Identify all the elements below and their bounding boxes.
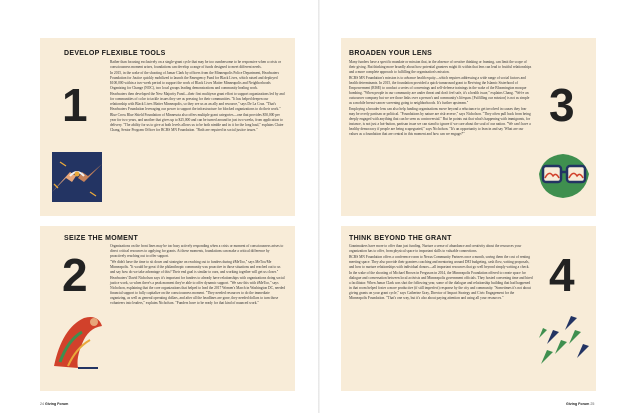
section-body — [110, 60, 286, 134]
section-title: BROADEN YOUR LENS — [349, 50, 433, 57]
paragraph: Headwaters' David Nicholson says it's important for funders to already have relationships with organizations doing social justice work, so when there's a peak moment they're able to offer dynamic support. "We saw this with #MeToo," says Nicholson, explaining that the core organizations that helped to lead the 2017 Women's March in Washington DC, needed financial support to fully capitalize on the consciousness moment. "They needed resources to do the immediate organizing, as well as general operating dollars, and after all the headlines are gone, they needed dollars to turn those volunteers into leaders," explains Nicholson. "Funders have to be ready for that kind of nuanced work." — [110, 276, 286, 305]
section-body — [349, 60, 533, 138]
section-title: SEIZE THE MOMENT — [64, 235, 139, 242]
page-number: 24 — [40, 402, 44, 406]
footer-left — [40, 402, 68, 406]
publication-name: Giving Forum — [45, 402, 69, 406]
section-card-3 — [341, 38, 596, 216]
section-body — [349, 244, 533, 302]
section-title: THINK BEYOND THE GRANT — [349, 235, 452, 242]
page-number: 25 — [590, 402, 595, 406]
paragraph: In 2015, in the wake of the shooting of Jamar Clark by officers from the Minneapolis Police Department, Headwaters Foundation for Justice quickly mobilized to launch the Emergency Fund for Black Lives, which raised and deployed $100,000 within a two-week period to support the work of Black Lives Matter Minneapolis and Neighborhoods Organizing for Change (NOC), two local groups leading demonstrations and community healing work. — [110, 71, 279, 90]
seize-moment-illustration — [48, 310, 108, 372]
paragraph: BCBS MN Foundation offers a conference room to Nexus Community Partners once a month, saving them the cost of renting meeting space. They also provide their grantees coaching and mentoring around DEI budgeting, cash flow, writing proposals, and how to nurture relationships with individual donors—all important resources that go well beyond simply writing a check. — [349, 255, 530, 269]
paragraph: BCBS MN Foundation's mission is to advance health equity—which requires addressing a wide range of social factors and health determinants. In 2015, the foundation provided a quick-turnaround grant to Reviving the Islamic Sisterhood of Empowerment (RISE) to conduct a series of convenings and self-defense trainings in the wake of the Bloomington mosque bombing. "When people in our community are under threat and don't feel safe, it's a health issue," explains Chang. "We're an outsourcer company but we see those links over a person's and community's lifespan. [Fulfilling our mission] is not as simple as a mobile breast-cancer screening going to neighborhoods. It's further upstream." — [349, 76, 530, 105]
paragraph: Headwaters then developed the New Majority Fund—their first multiyear grant effort to support organizations led by and for communities of color to tackle issues they see as pressing for their communities. "It has helped deepen our relationship with Black Lives Matter Minneapolis, so they see us as an ally and resource," says De La Cruz. "That's Headwaters Foundation leveraging our power to support the infrastructure for blocked organizations to do their work." — [110, 92, 285, 111]
section-card-2 — [40, 226, 295, 391]
paragraph: "We didn't have the time to sit down and strategize on reaching out to funders during #MeToo," says MeToo/Me Minneapolis. "It would be great if the philanthropic community was proactive in those situations and reached out to us and say how do we take advantage of this? Their end goal is similar to ours, and working together will get us closer." — [110, 260, 281, 274]
section-number: 3 — [549, 79, 575, 131]
paragraph: Grantmakers have more to offer than just funding. Nurture a sense of abundance and creativity about the resources your organization has to offer, from physical space to important skills to valuable connections. — [349, 244, 522, 253]
footer-right — [566, 402, 594, 406]
section-number: 1 — [62, 79, 88, 131]
section-number: 4 — [549, 249, 575, 301]
section-title: DEVELOP FLEXIBLE TOOLS — [64, 50, 166, 57]
section-card-1 — [40, 38, 295, 216]
paragraph: Organizations on the front lines may be too busy actively responding when a crisis or moment of consciousness arises to direct critical resources to applying for grants. At these moments, foundations can make a critical difference by proactively reaching out to offer support. — [110, 244, 284, 258]
paragraph: In the wake of the shooting of Michael Brown in Ferguson in 2014, the Minneapolis Foundation offered to create space for dialogue and conversation between local activists and Minneapolis government officials. They hosted convening time and hired a facilitator. When Jamar Clark was shot the following year, some of the dialogue and relationship building that had happened in that room helped foster a more productive (if still imperfect) response by the city and community. "Sometimes it's not about giving grants on your grant cycle," says Catherine Gray, Director of Impact Strategy and Civic Engagement for the Minneapolis Foundation. "That's one way, but it's also about paying attention and using all your resources." — [349, 271, 533, 300]
section-card-4 — [341, 226, 596, 391]
section-body — [110, 244, 286, 307]
tools-hands-illustration — [46, 148, 108, 206]
section-number: 2 — [62, 249, 88, 301]
paragraph: Many funders have a specific mandate or mission that, in the absence of creative thinking or framing, can limit the scope of their giving. But thinking more broadly about how potential grantees might fit within that lens can lead to fruitful relationships and a more complete approach to fulfilling the organization's mission. — [349, 60, 532, 74]
paragraph: Employing a broader lens can also help funding organizations move beyond a reluctance to get involved in causes they fear may be overly partisan or political. "Foundations by nature are risk-averse," says Nicholson. "They often pull back from being deeply engaged with anything that can be seen as controversial." But he points out that what's happening with immigrants, for instance, is not just a hot-button, partisan issue we can stand to ignore if we care about the soul of our nation. "We can't have a healthy democracy if people are being scapegoated," says Nicholson. "It's an opportunity to lean in and say 'What are our values as a foundation that are central in this moment and how can we engage?'" — [349, 107, 531, 136]
birds-illustration — [533, 314, 593, 372]
glasses-illustration — [535, 146, 593, 202]
paragraph: Blue Cross Blue Shield Foundation of Minnesota also offers multiple grant categories—one that provides $50,000 per year for two years, and another that gives up to $25,000 and can be turned around in just two weeks, from application to delivery. "The ability for us to give at both levels allows us to be both nimble and in it for the long haul," explains Claire Chang, Senior Program Officer for BCBS MN Foundation. "Both are required in social justice issues." — [110, 113, 284, 132]
page-gutter — [318, 0, 320, 413]
paragraph: Rather than focusing exclusively on a single-grant cycle that may be too cumbersome to be responsive when a crisis or consciousness moment arises, foundations can develop a range of funds designed to meet different needs. — [110, 60, 281, 69]
publication-name: Giving Forum — [566, 402, 590, 406]
